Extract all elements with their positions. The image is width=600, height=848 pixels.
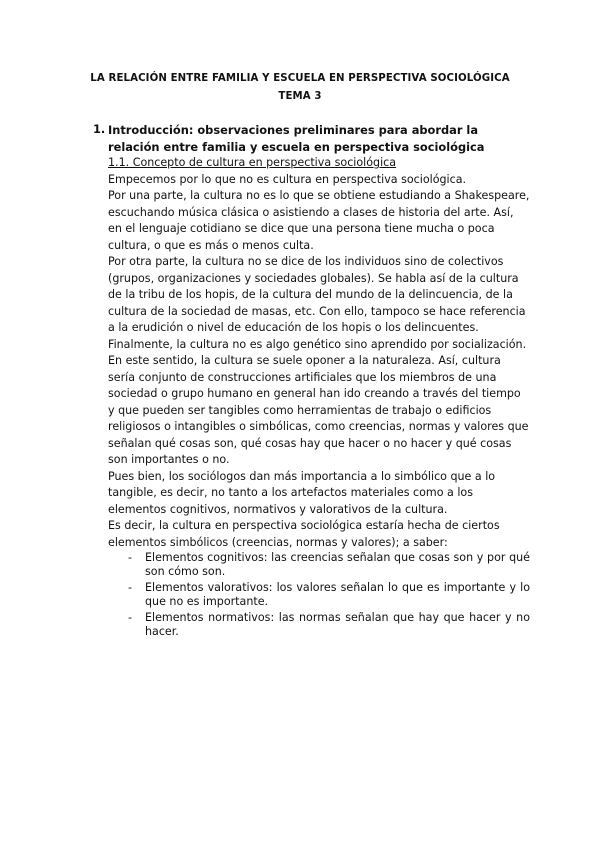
section-heading: Introducción: observaciones preliminares para abordar la relación entre familia y escuela en perspectiva sociológica bbox=[108, 123, 485, 154]
bullet-dash: - bbox=[128, 581, 133, 594]
document-subtitle: TEMA 3 bbox=[278, 91, 322, 102]
paragraph: Empecemos por lo que no es cultura en perspectiva sociológica. bbox=[108, 172, 467, 186]
list-item bbox=[108, 551, 530, 579]
paragraph: Es decir, la cultura en perspectiva sociológica estaría hecha de ciertos elementos simbólicos (creencias, normas y valores); a saber: bbox=[108, 519, 500, 549]
paragraph: En este sentido, la cultura se suele oponer a la naturaleza. Así, cultura sería conjunto de construcciones artificiales que los miembros de una sociedad o grupo humano en general han ido creando a través del tiempo y que pueden ser tangibles como herramientas de trabajo o edificios religiosos o intangibles o simbólicas, como creencias, normas y valores que señalan qué cosas son, qué cosas hay que hacer o no hacer y qué cosas son importantes o no. bbox=[108, 354, 529, 466]
section-number: 1. bbox=[93, 122, 106, 136]
list-item-text: Elementos valorativos: los valores señalan lo que es importante y lo que no es importante. bbox=[145, 581, 530, 608]
list-item-text: Elementos cognitivos: las creencias señalan que cosas son y por qué son cómo son. bbox=[145, 551, 530, 578]
document-title: LA RELACIÓN ENTRE FAMILIA Y ESCUELA EN PERSPECTIVA SOCIOLÓGICA bbox=[90, 73, 510, 84]
list-item bbox=[108, 611, 530, 639]
subsection-heading: 1.1. Concepto de cultura en perspectiva sociológica bbox=[108, 156, 397, 169]
bullet-dash: - bbox=[128, 611, 133, 624]
paragraph: Finalmente, la cultura no es algo genético sino aprendido por socialización. bbox=[108, 337, 527, 351]
paragraph: Por otra parte, la cultura no se dice de los individuos sino de colectivos (grupos, organizaciones y sociedades globales). Se habla así de la cultura de la tribu de los hopis, de la cultura del mundo de la delincuencia, de la cultura de la sociedad de masas, etc. Con ello, tampoco se hace referencia a la erudición o nivel de educación de los hopis o los delincuentes. bbox=[108, 255, 526, 334]
list-item-text: Elementos normativos: las normas señalan que hay que hacer y no hacer. bbox=[145, 611, 530, 638]
list-item bbox=[108, 581, 530, 609]
paragraph: Por una parte, la cultura no es lo que se obtiene estudiando a Shakespeare, escuchando música clásica o asistiendo a clases de historia del arte. Así, en el lenguaje cotidiano se dice que una persona tiene mucha o poca cultura, o que es más o menos culta. bbox=[108, 189, 530, 252]
document-body bbox=[108, 155, 530, 641]
bullet-list bbox=[108, 551, 530, 639]
paragraph: Pues bien, los sociólogos dan más importancia a lo simbólico que a lo tangible, es decir, no tanto a los artefactos materiales como a los elementos cognitivos, normativos y valorativos de la cultura. bbox=[108, 469, 496, 516]
bullet-dash: - bbox=[128, 551, 133, 564]
